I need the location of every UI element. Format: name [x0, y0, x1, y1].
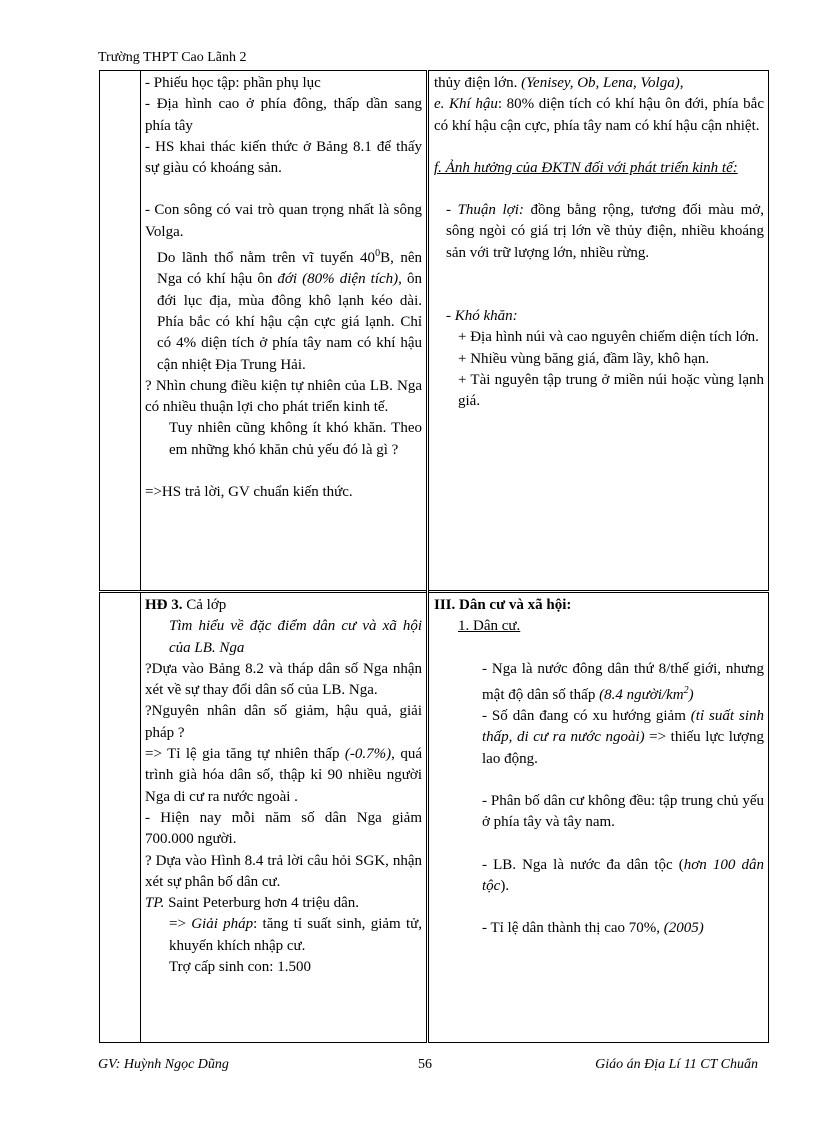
text-line: =>HS trả lời, GV chuẩn kiến thức. [145, 484, 353, 501]
text-line: thủy điện lớn. (Yenisey, Ob, Lena, Volga), [434, 75, 684, 91]
text-line: - Phân bố dân cư không đều: tập trung chủ yếu ở phía tây và tây nam. [482, 793, 764, 831]
text-line: + Tài nguyên tập trung ở miền núi hoặc vùng lạnh giá. [458, 371, 764, 410]
text-line: Do lãnh thổ nằm trên vĩ tuyến $40^0B$, nên Nga có khí hậu ôn đới (80% diện tích), ôn đới lục địa, mùa đông khô lạnh kéo dài. Phía bắc có khí hậu cận cực giá lạnh. Chỉ có 4% diện tích ở phía tây nam có khí hậu cận nhiệt Địa Trung Hải. [157, 248, 423, 373]
text-line: TP. Saint Peterburg hơn 4 triệu dân. [145, 895, 360, 912]
text-line: - Địa hình cao ở phía đông, thấp dần sang phía tây [145, 96, 422, 134]
text-line: Trợ cấp sinh con: 1.500 [169, 959, 311, 976]
text-line: - Nga là nước đông dân thứ 8/thế giới, nhưng mật độ dân số thấp (8.4 người/$km^2$) [482, 660, 764, 703]
section-heading: 1. Dân cư. [458, 618, 521, 635]
page-header: Trường THPT Cao Lãnh 2 [98, 50, 247, 65]
text-line: - Tỉ lệ dân thành thị cao 70%, (2005) [482, 920, 704, 937]
empty-cell [100, 592, 141, 1043]
text-line: - Khó khăn: [446, 308, 518, 325]
text-line: - Số dân đang có xu hướng giảm (tỉ suất sinh thấp, di cư ra nước ngoài) => thiếu lực lượng lao động. [482, 708, 764, 767]
section-heading: III. Dân cư và xã hội: [434, 597, 572, 613]
table-row [100, 592, 769, 1043]
page-number: 56 [418, 1057, 432, 1072]
lesson-table [99, 70, 769, 1043]
text-line: - HS khai thác kiến thức ở Bảng 8.1 để thấy sự giàu có khoáng sản. [145, 138, 422, 177]
text-line: => Giải pháp: tăng tỉ suất sinh, giảm tử, khuyến khích nhập cư. [169, 916, 422, 954]
footer-teacher: GV: Huỳnh Ngọc Dũng [98, 1057, 229, 1072]
empty-cell [100, 71, 141, 592]
text-line: e. Khí hậu: 80% diện tích có khí hậu ôn đới, phía bắc có khí hậu cận cực, phía tây nam có khí hậu cận nhiệt. [434, 96, 764, 134]
text-line: + Nhiều vùng băng giá, đầm lầy, khô hạn. [458, 350, 710, 367]
text-line: ?Nguyên nhân dân số giảm, hậu quả, giải pháp ? [145, 703, 422, 741]
activity-cell [141, 592, 428, 1043]
footer-doc-title: Giáo án Địa Lí 11 CT Chuẩn [595, 1057, 758, 1072]
text-line: HĐ 3. Cả lớp [145, 597, 227, 613]
text-line: - Con sông có vai trò quan trọng nhất là sông Volga. [145, 202, 422, 240]
text-line: - Thuận lợi: đồng bằng rộng, tương đối màu mở, sông ngòi có giá trị lớn về thủy điện, nhiều khoáng sản với trữ lượng lớn, nhiều rừng. [446, 202, 764, 261]
text-line: Tìm hiểu về đặc điểm dân cư và xã hội của LB. Nga [169, 618, 422, 656]
content-cell [428, 71, 769, 592]
text-line: ? Nhìn chung điều kiện tự nhiên của LB. Nga có nhiều thuận lợi cho phát triển kinh tế. [145, 377, 422, 416]
content-cell [428, 592, 769, 1043]
text-line: - LB. Nga là nước đa dân tộc (hơn 100 dân tộc). [482, 856, 764, 894]
text-line: ? Dựa vào Hình 8.4 trả lời câu hỏi SGK, nhận xét sự phân bố dân cư. [145, 852, 422, 890]
text-line: Tuy nhiên cũng không ít khó khăn. Theo em những khó khăn chủ yếu đó là gì ? [169, 420, 422, 458]
text-line: - Hiện nay mỗi năm số dân Nga giảm 700.000 người. [145, 809, 422, 848]
activity-cell [141, 71, 428, 592]
section-heading: f. Ảnh hưởng của ĐKTN đối với phát triển kinh tế: [434, 159, 738, 176]
text-line: + Địa hình núi và cao nguyên chiếm diện tích lớn. [458, 329, 759, 346]
text-line: => Tỉ lệ gia tăng tự nhiên thấp (-0.7%), quá trình già hóa dân số, thập kỉ 90 nhiều người Nga di cư ra nước ngoài . [145, 746, 422, 805]
text-line: ?Dựa vào Bảng 8.2 và tháp dân số Nga nhận xét về sự thay đổi dân số của LB. Nga. [145, 660, 422, 699]
table-row [100, 71, 769, 592]
text-line: - Phiếu học tập: phần phụ lục [145, 75, 321, 91]
